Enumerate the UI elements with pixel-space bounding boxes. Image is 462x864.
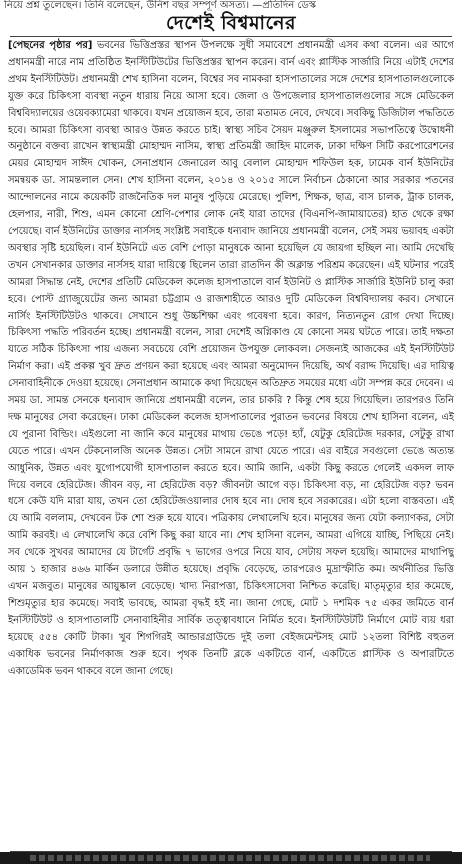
article-body (8, 38, 454, 850)
previous-article-tail-text: নিয়ে প্রশ্ন তুলেছেন। তিনি বলেছেন, উনিশ বছর সম্পূর্ণ অসত্য। —প্রতিদিন ডেস্ক (4, 0, 317, 11)
continued-from-kicker: [পেছনের পৃষ্ঠার পর] (8, 40, 93, 51)
article-paragraph (8, 38, 454, 680)
headline-divider (10, 36, 452, 37)
next-article-strip-texture (30, 855, 430, 861)
next-article-strip (0, 852, 462, 864)
article-body-text: ভবনের ভিত্তিপ্রস্তর স্থাপন উপলক্ষে সুধী সমাবেশে প্রধানমন্ত্রী এসব কথা বলেন। এর আগে প্রধানমন্ত্রী নারে নাম প্রতিষ্ঠিত ইনস্টিটিউটের ভিত্তিপ্রস্তর স্থাপন করেন। বার্ন এবং প্লাস্টিক সার্জারি নিয়ে এটাই দেশের প্রথম ইনস্টিটিউট। প্রধানমন্ত্রী শেখ হাসিনা বলেন, বিশ্বের সব নামকরা হাসপাতালের সঙ্গে দেশের হাসপাতালগুলোকে যুক্ত করে চিকিৎসা ব্যবস্থা নতুন ধারায় নিয়ে আসা হবে। জেলা ও উপজেলার হাসপাতালগুলোর সঙ্গে মেডিকেল বিশ্ববিদ্যালয়ের ওয়েবক্যামেরা থাকবে। যখন প্রয়োজন হবে, তারা মতামত নেবে, দেখবে। সবকিছু ডিজিটাল পদ্ধতিতে হবে। আমরা চিকিৎসা ব্যবস্থা আরও উন্নত করতে চাই। স্বাস্থ্য সচিব সৈয়দ মঞ্জুরুল ইসলামের সভাপতিত্বে উদ্বোধনী অনুষ্ঠানে বক্তব্য রাখেন স্বাস্থ্যমন্ত্রী মোহাম্মদ নাসিম, স্বাস্থ্য প্রতিমন্ত্রী জাহিদ মালেক, ঢাকা দক্ষিণ সিটি করপোরেশনের মেয়র মোহাম্মদ সাঈদ খোকন, সেনাপ্রধান জেনারেল আবু বেলাল মোহাম্মদ শফিউল হক, ঢামেক বার্ন ইউনিটের সমন্বয়ক ডা. সামন্তলাল সেন। শেখ হাসিনা বলেন, ২০১৪ ও ২০১৫ সালে নির্বাচন ঠেকানো আর সরকার পতনের আন্দোলনের নামে কয়েকটি রাজনৈতিক দল মানুষ পুড়িয়ে মেরেছে। পুলিশ, শিক্ষক, ছাত্র, বাস চালক, ট্রাক চালক, হেলপার, নারী, শিশু, এমন কোনো শ্রেণি-পেশার লোক নেই যারা তাদের (বিএনপি-জামায়াতের) হাত থেকে রক্ষা পেয়েছে। বার্ন ইউনিটের ডাক্তার নার্সসহ সংশ্লিষ্ট সবাইকে ধন্যবাদ জানিয়ে প্রধানমন্ত্রী বলেন, সেই সময় ভয়াবহ একটা অবস্থার সৃষ্টি হয়েছিল। বার্ন ইউনিটে এত বেশি পোড়া মানুষকে আনা হয়েছিল যে জায়গা হচ্ছিল না। আমি দেখেছি তখন সেখানকার ডাক্তার নার্সসহ যারা দায়িত্বে ছিলেন তারা রাতদিন কী অক্লান্ত পরিশ্রম করেছেন। এই ঘটনার পরেই আমরা সিদ্ধান্ত নেই, দেশের প্রতিটি মেডিকেল কলেজ হাসপাতালে বার্ন ইউনিট ও প্লাস্টিক সার্জারি ইউনিট চালু করা হবে। পোস্ট গ্র্যাজুয়েটের জন্য আমরা চট্টগ্রাম ও রাজশাহীতে আরও দুটি মেডিকেল বিশ্ববিদ্যালয় করব। সেখানে নার্সিং ইনস্টিটিউটও থাকবে। সেখানে শুধু উচ্চশিক্ষা এবং গবেষণা হবে। কারণ, নিত্যনতুন রোগ দেখা দিচ্ছে। চিকিৎসা পদ্ধতি পরিবর্তন হচ্ছে। প্রধানমন্ত্রী বলেন, সারা দেশেই অগ্নিকাণ্ড যে কোনো সময় ঘটতে পারে। তাই দক্ষতা যাতে সঠিক চিকিৎসা পায় এজন্য সবচেয়ে বেশি প্রয়োজন উপযুক্ত লোকবল। সেজন্যই আজকের এই ইনস্টিটিউট নির্মাণ করা। এই প্রকল্প খুব দ্রুত প্রণয়ন করা হয়েছে এবং আমরা অনুমোদন দিয়েছি, অর্থ বরাদ্দ দিয়েছি। এর দায়িত্ব সেনাবাহিনীকে দেওয়া হয়েছে। সেনাপ্রধান আমাকে কথা দিয়েছেন অতিদ্রুত সময়ের মধ্যে এটা সম্পন্ন করে দেবেন। এ সময় ডা. সামন্ত সেনকে ধন্যবাদ জানিয়ে প্রধানমন্ত্রী বলেন, তার চাকরি ? কিন্তু শেষ হয়ে গিয়েছিল। তারপরও তিনি দক্ষ মানুষের সেবা করেছেন। ঢাকা মেডিকেল কলেজ হাসপাতালের পুরাতন ভবনের বিষয়ে শেখ হাসিনা বলেন, এই যে পুরানা বিল্ডিং। এইগুলো না জানি কবে মানুষের মাথায় ভেঙে পড়ে! হ্যাঁ, যেটুকু হেরিটেজ দরকার, সেটুকু রাখা যেতে পারে। এখন টেকনোলজি অনেক উন্নত। সেটা সামনে রাখা যেতে পারে। এর বাইরে সবগুলো ভেঙে অত্যন্ত আধুনিক, উন্নত এবং যুগোপযোগী হাসপাতাল করতে হবে। আমি জানি, একটা কিছু করতে গেলেই একদল লাফ দিয়ে বলবে হেরিটেজ। জীবন বড়, না হেরিটেজ বড়? জীবনটা আগে বড়। চিকিৎসা বড়, না হেরিটেজ বড়? ভবন ধসে কেউ যদি মারা যায়, তখন তো হেরিটেজওয়ালার দোষ হবে না। দোষ হবে সরকারের। এটা হলো বাস্তবতা। এই যে আমি বললাম, দেখবেন টক শো শুরু হয়ে যাবে। পত্রিকায় লেখালেখি হবে। মানুষের জন্য যেটা কল্যাণকর, সেটা আমি করবই। এ লেখালেখি করে বেশি কিছু করা যাবে না। শেখ হাসিনা বলেন, আমরা এগিয়ে যাচ্ছি, পিছিয়ে নেই। সব থেকে সুখবর আমাদের যে টার্গেট প্রবৃদ্ধি ৭ ভাগের ওপরে নিয়ে যাব, সেটায় সফল হয়েছি। আমাদের মাথাপিছু আয় ১ হাজার ৪৬৬ মার্কিন ডলারে উন্নীত হয়েছে। প্রবৃদ্ধি বেড়েছে, তারপরেও মুদ্রাস্ফীতি কম। অর্থনীতির ভিত্তি এখন মজবুত। মানুষের আয়ুষ্কাল বেড়েছে। খাদ্য নিরাপত্তা, চিকিৎসাসেবা নিশ্চিত করেছি। মাতৃমৃত্যুর হার কমেছে, শিশুমৃত্যুর হার কমেছে। সবাই ভাবছে, আমরা বৃদ্ধই হই না। জানা গেছে, মোট ১ দশমিক ৭৫ একর জমিতে বার্ন ইনস্টিটিউট ও হাসপাতালটি সেনাবাহিনীর সার্বিক তত্ত্বাবধানে নির্মিত হবে। ইনস্টিটিউটটি নির্মাণে মোট ব্যয় ধরা হয়েছে ৫৫৪ কোটি টাকা। খুব শিগগিরই আন্ডারগ্রাউন্ডে দুই তলা বেইজমেন্টসহ মোট ১২তলা বিশিষ্ট বহুতল একাধিক ভবনের নির্মাণকাজ শুরু হবে। পৃথক তিনটি ব্লকে একটিতে বার্ন, একটিতে প্লাস্টিক ও অপারটিতে একাডেমিক ভবন থাকবে বলে জানা গেছে। (8, 40, 454, 677)
article-headline: দেশেই বিশ্বমানের (166, 12, 296, 34)
